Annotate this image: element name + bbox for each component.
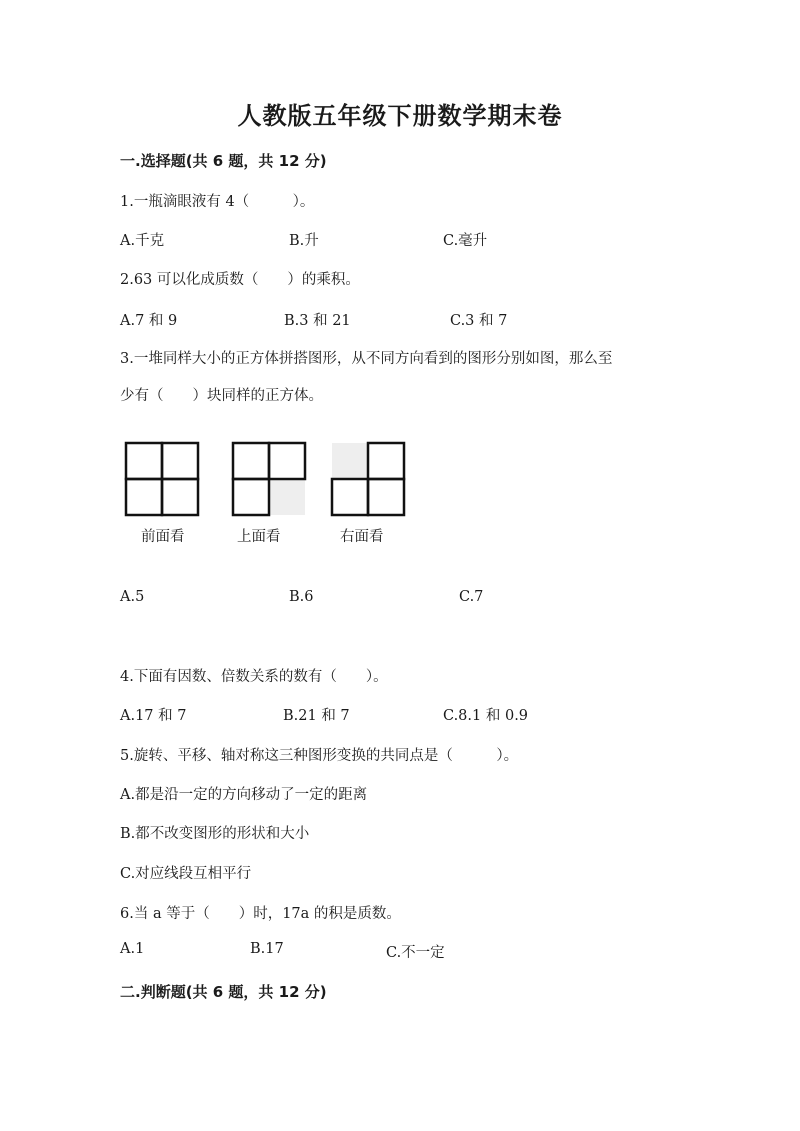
q2-option-c: C.3 和 7 [450, 313, 508, 329]
section-heading-choice: 一.选择题(共 6 题，共 12 分) [120, 152, 327, 170]
question-4: 4.下面有因数、倍数关系的数有（ ）。 [120, 669, 388, 685]
question-3-line-1: 3.一堆同样大小的正方体拼搭图形，从不同方向看到的图形分别如图，那么至 [120, 351, 613, 367]
q6-option-a: A.1 [120, 941, 145, 957]
question-1: 1.一瓶滴眼液有 4（ ）。 [120, 194, 315, 210]
q3-option-a: A.5 [120, 589, 145, 605]
q4-option-a: A.17 和 7 [120, 708, 187, 724]
top-view-figure [231, 441, 311, 519]
q1-option-b: B.升 [289, 233, 319, 249]
q2-option-a: A.7 和 9 [120, 313, 178, 329]
q4-option-c: C.8.1 和 0.9 [443, 708, 529, 724]
q2-option-b: B.3 和 21 [284, 313, 351, 329]
q5-option-a: A.都是沿一定的方向移动了一定的距离 [120, 787, 368, 803]
question-6: 6.当 a 等于（ ）时，17a 的积是质数。 [120, 906, 401, 922]
q6-option-b: B.17 [250, 941, 284, 957]
q5-option-b: B.都不改变图形的形状和大小 [120, 826, 310, 842]
q1-option-c: C.毫升 [443, 233, 488, 249]
question-3-line-2: 少有（ ）块同样的正方体。 [120, 388, 323, 404]
question-2: 2.63 可以化成质数（ ）的乘积。 [120, 272, 360, 288]
front-view-figure [124, 441, 204, 519]
right-view-figure [330, 441, 410, 519]
page-title: 人教版五年级下册数学期末卷 [237, 102, 563, 130]
q6-option-c: C.不一定 [386, 945, 445, 961]
question-5: 5.旋转、平移、轴对称这三种图形变换的共同点是（ ）。 [120, 748, 519, 764]
section-heading-judgement: 二.判断题(共 6 题，共 12 分) [120, 983, 327, 1001]
q5-option-c: C.对应线段互相平行 [120, 866, 252, 882]
front-view-label: 前面看 [141, 529, 185, 545]
right-view-label: 右面看 [340, 529, 384, 545]
q1-option-a: A.千克 [120, 233, 165, 249]
q3-option-b: B.6 [289, 589, 314, 605]
q4-option-b: B.21 和 7 [283, 708, 350, 724]
top-view-label: 上面看 [237, 529, 281, 545]
q3-option-c: C.7 [459, 589, 484, 605]
